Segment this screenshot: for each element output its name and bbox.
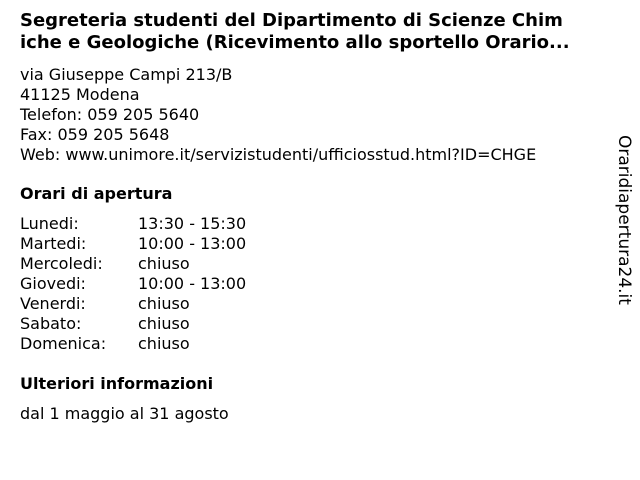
hours-row: [20, 314, 246, 334]
day-hours: 13:30 - 15:30: [138, 214, 247, 233]
title-line-1: Segreteria studenti del Dipartimento di Scienze Chim: [20, 10, 563, 31]
day-label: Mercoledi:: [20, 254, 103, 273]
further-info-text: dal 1 maggio al 31 agosto: [20, 404, 229, 423]
day-hours: chiuso: [138, 294, 190, 313]
phone-number: Telefon: 059 205 5640: [20, 105, 200, 124]
day-label: Martedi:: [20, 234, 87, 253]
opening-hours-heading: Orari di apertura: [20, 184, 173, 203]
hours-row: [20, 274, 246, 294]
website-link[interactable]: Web: www.unimore.it/servizistudenti/ufficiosstud.html?ID=CHGE: [20, 145, 537, 164]
hours-row: [20, 294, 246, 314]
page-title: [20, 10, 620, 54]
day-hours: 10:00 - 13:00: [138, 274, 247, 293]
hours-row: [20, 234, 246, 254]
day-label: Lunedi:: [20, 214, 79, 233]
further-info-heading: Ulteriori informazioni: [20, 374, 214, 393]
hours-row: [20, 334, 246, 354]
site-watermark: Oraridiapertura24.it: [614, 135, 634, 305]
title-line-2: iche e Geologiche (Ricevimento allo sportello Orario...: [20, 32, 570, 53]
day-hours: chiuso: [138, 314, 190, 333]
day-hours: 10:00 - 13:00: [138, 234, 247, 253]
day-hours: chiuso: [138, 254, 190, 273]
day-label: Sabato:: [20, 314, 82, 333]
day-label: Venerdi:: [20, 294, 86, 313]
day-label: Giovedi:: [20, 274, 86, 293]
opening-hours-table: [20, 214, 246, 354]
fax-number: Fax: 059 205 5648: [20, 125, 170, 144]
city: 41125 Modena: [20, 85, 140, 104]
day-hours: chiuso: [138, 334, 190, 353]
hours-row: [20, 254, 246, 274]
hours-row: [20, 214, 246, 234]
day-label: Domenica:: [20, 334, 107, 353]
address-block: [20, 65, 536, 165]
street-address: via Giuseppe Campi 213/B: [20, 65, 233, 84]
